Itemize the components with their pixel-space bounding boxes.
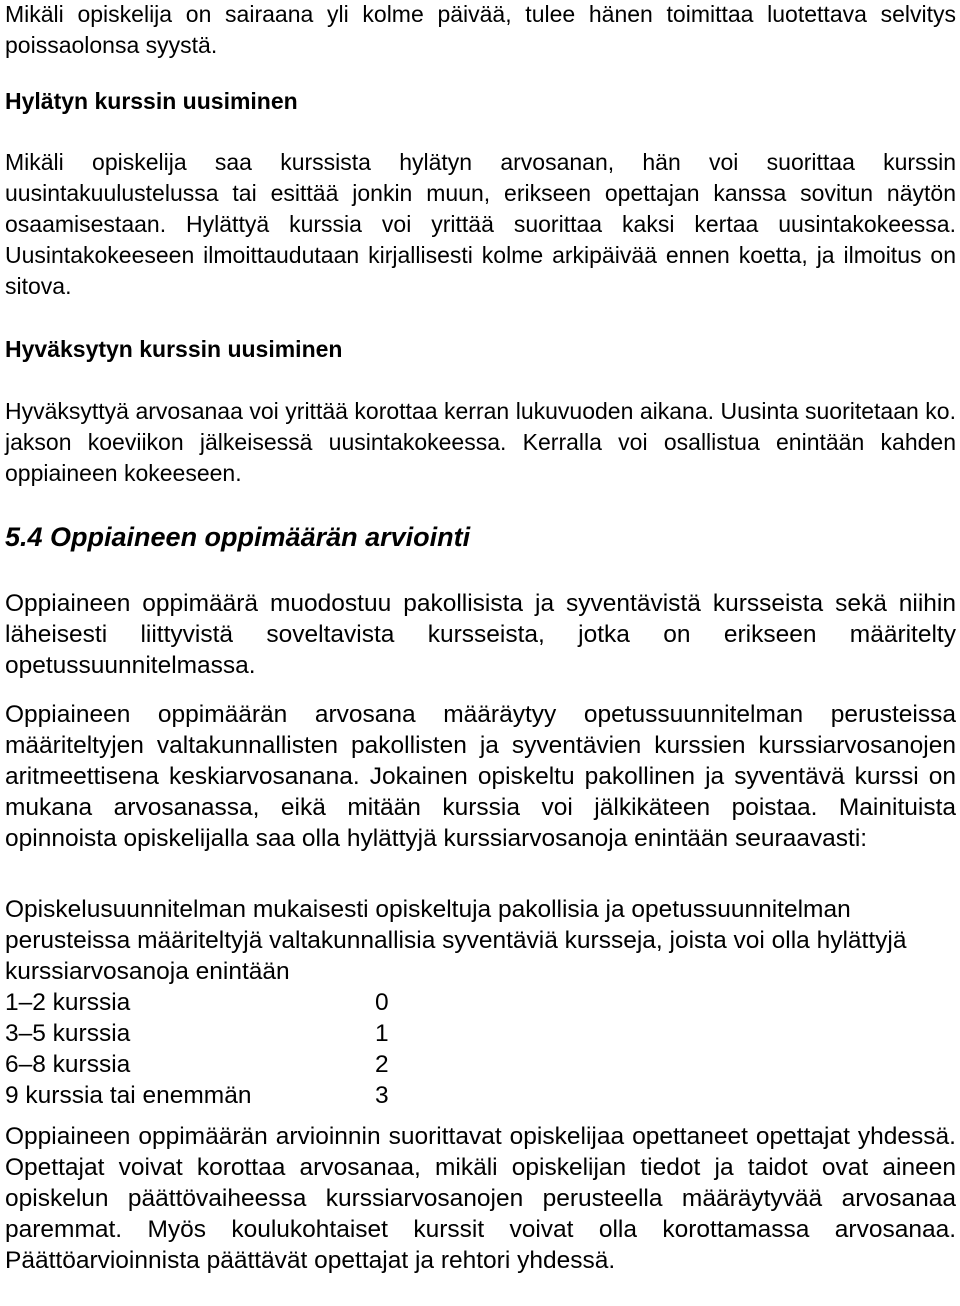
closing-block: [5, 1121, 956, 1276]
max-failed: 0: [375, 989, 389, 1016]
intro-block: [5, 0, 956, 61]
table-row: [5, 1049, 389, 1080]
course-count: 3–5 kurssia: [5, 1020, 131, 1047]
course-count: 1–2 kurssia: [5, 989, 131, 1016]
section-paragraph-1: Oppiaineen oppimäärä muodostuu pakollisista ja syventävistä kursseista sekä niihin läheisesti liittyvistä soveltavista kursseista, jotka on erikseen määritelty opetussuunnitelmassa.: [5, 590, 956, 679]
section-heading-block: [5, 520, 956, 554]
failed-retake-body: [5, 147, 956, 302]
passed-retake-paragraph: Hyväksyttyä arvosanaa voi yrittää korottaa kerran lukuvuoden aikana. Uusinta suoritetaan ko. jakson koeviikon jälkeisessä uusintakokeessa. Kerralla voi osallistua enintään kahden oppiaineen kokeeseen.: [5, 398, 956, 486]
passed-retake-body: [5, 396, 956, 489]
passed-retake-heading: Hyväksytyn kurssin uusiminen: [5, 336, 343, 362]
failed-limits-table: [5, 987, 389, 1111]
failed-retake-paragraph: Mikäli opiskelija saa kurssista hylätyn arvosanan, hän voi suorittaa kurssin uusintakuulustelussa tai esittää jonkin muun, erikseen opettajan kanssa sovitun näytön osaamisestaan. Hylättyä kurssia voi yrittää suorittaa kaksi kertaa uusintakokeessa. Uusintakokeeseen ilmoittaudutaan kirjallisesti kolme arkipäivää ennen koetta, ja ilmoitus on sitova.: [5, 149, 956, 299]
failed-retake-block: [5, 86, 956, 117]
failed-retake-heading: Hylätyn kurssin uusiminen: [5, 88, 298, 114]
course-count: 9 kurssia tai enemmän: [5, 1082, 252, 1109]
intro-paragraph: Mikäli opiskelija on sairaana yli kolme päivää, tulee hänen toimittaa luotettava selvitys poissaolonsa syystä.: [5, 1, 956, 58]
section-paragraph-1-block: [5, 588, 956, 681]
max-failed: 1: [375, 1020, 389, 1047]
table-row: [5, 1018, 389, 1049]
limits-intro: Opiskelusuunnitelman mukaisesti opiskeltuja pakollisia ja opetussuunnitelman perusteissa määriteltyjä valtakunnallisia syventäviä kursseja, joista voi olla hylättyjä kurssiarvosanoja enintään: [5, 896, 907, 985]
max-failed: 3: [375, 1082, 389, 1109]
passed-retake-block: [5, 334, 956, 365]
section-paragraph-2: Oppiaineen oppimäärän arvosana määräytyy opetussuunnitelman perusteissa määriteltyjen valtakunnallisten pakollisten ja syventävien kurssien kurssiarvosanojen aritmeettisena keskiarvosanana. Jokainen opiskeltu pakollinen ja syventävä kurssi on mukana arvosanassa, eikä mitään kurssia voi jälkikäteen poistaa. Mainituista opinnoista opiskelijalla saa olla hylättyjä kurssiarvosanoja enintään seuraavasti:: [5, 701, 956, 852]
table-row: [5, 1080, 389, 1111]
limits-table-block: [5, 987, 389, 1111]
limits-intro-block: [5, 894, 935, 987]
section-heading: 5.4 Oppiaineen oppimäärän arviointi: [5, 522, 471, 552]
closing-paragraph: Oppiaineen oppimäärän arvioinnin suorittavat opiskelijaa opettaneet opettajat yhdessä. Opettajat voivat korottaa arvosanaa, mikäli opiskelijan tiedot ja taidot ovat aineen opiskelun päättövaiheessa kurssiarvosanojen perusteella määräytyvää arvosanaa paremmat. Myös koulukohtaiset kurssit voivat olla korottamassa arvosanaa. Päättöarvioinnista päättävät opettajat ja rehtori yhdessä.: [5, 1123, 956, 1274]
section-paragraph-2-block: [5, 699, 956, 854]
course-count: 6–8 kurssia: [5, 1051, 131, 1078]
table-row: [5, 987, 389, 1018]
max-failed: 2: [375, 1051, 389, 1078]
